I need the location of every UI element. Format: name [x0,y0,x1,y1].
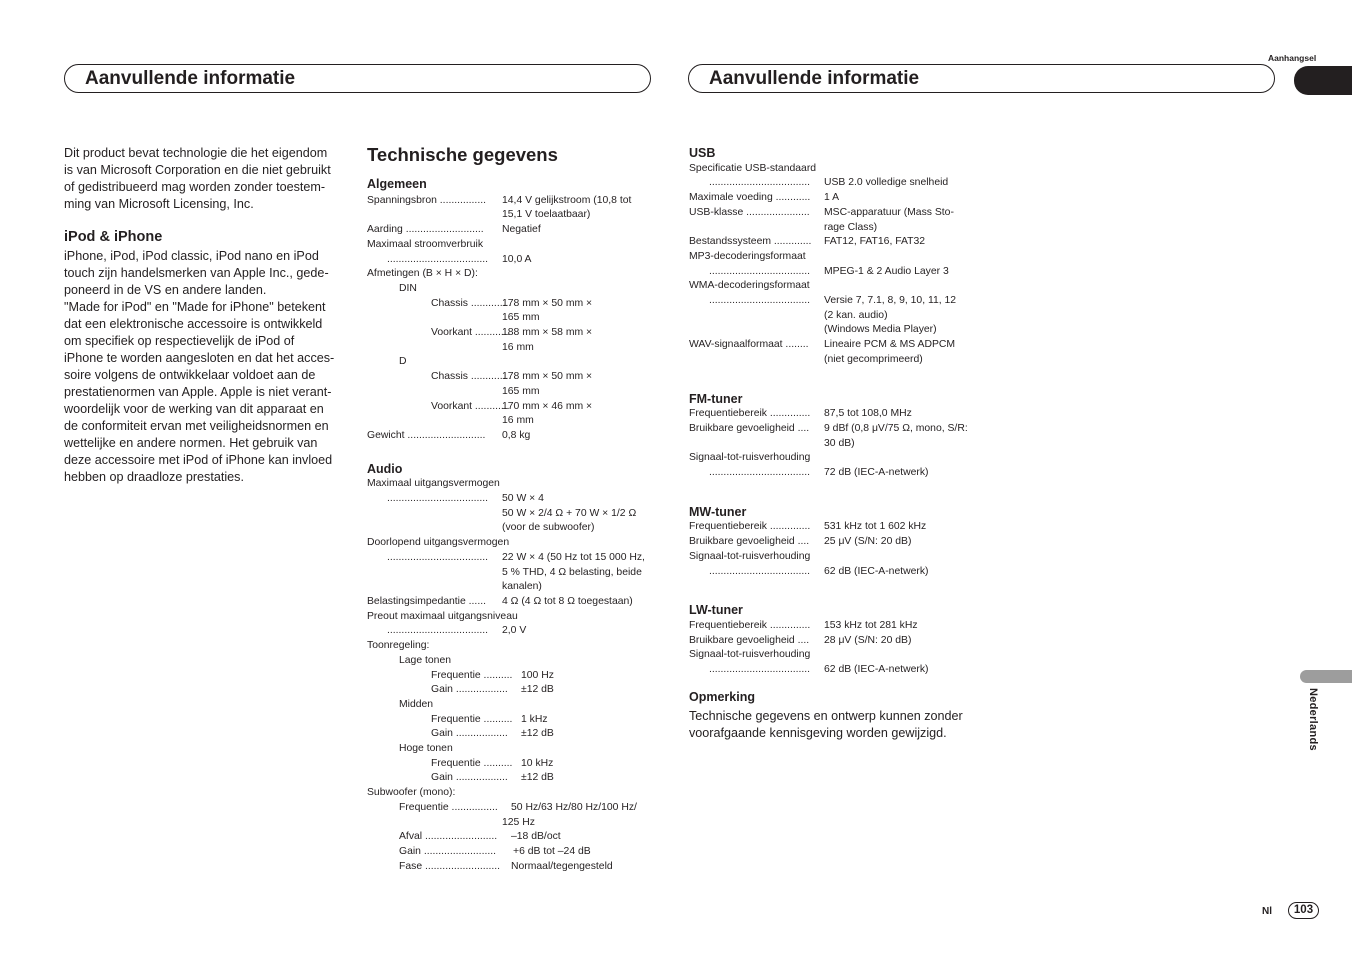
fm-heading: FM-tuner [689,391,743,406]
spec-value: 1 kHz [521,713,548,725]
tech-title: Technische gegevens [367,144,558,165]
spec-value: 22 W × 4 (50 Hz tot 15 000 Hz, [502,551,645,563]
spec-value: 5 % THD, 4 Ω belasting, beide [502,566,642,578]
spec-row-aarding [367,223,657,238]
spec-value: 170 mm × 46 mm × [502,400,593,412]
spec-value: 25 μV (S/N: 20 dB) [824,536,912,548]
section-label: Aanhangsel [1268,53,1317,63]
page-header-left-title: Aanvullende informatie [85,68,296,89]
spec-row-fs [689,235,989,250]
spec-value: 28 μV (S/N: 20 dB) [824,634,912,646]
usb-heading: USB [689,146,716,160]
spec-value: 1 A [824,192,840,204]
text-line: iPhone te worden aangesloten en dat het acces- [64,351,335,365]
spec-value: 16 mm [502,341,534,353]
footer-language: Nl [1262,906,1272,917]
spec-label: Frequentiebereik .............. [689,521,811,533]
spec-label: Frequentie .......... [431,669,513,681]
spec-label: Bruikbare gevoeligheid .... [689,422,810,434]
spec-label: DIN [399,282,417,294]
spec-row-hoge-freq [367,757,657,772]
spec-row-lage-gain [367,683,657,698]
spec-value: 178 mm × 50 mm × [502,297,593,309]
text-line: touch zijn handelsmerken van Apple Inc., gede- [64,266,329,280]
spec-row-afval [367,830,657,845]
text-line: wettelijke en andere normen. Het gebruik van [64,436,318,450]
spec-row-fase [367,860,657,875]
spec-row-klasse [689,206,989,221]
spec-value: 62 dB (IEC-A-netwerk) [824,565,929,577]
spec-row-mp3 [689,265,989,280]
spec-label: Hoge tonen [399,743,453,755]
spec-label: MP3-decoderingsformaat [689,250,806,262]
spec-row-stroom [367,253,657,268]
spec-value: FAT12, FAT16, FAT32 [824,236,926,248]
spec-label: Frequentiebereik .............. [689,619,811,631]
spec-dots: ................................... [709,565,811,577]
lw-heading: LW-tuner [689,603,743,618]
spec-row-fm-freq [689,407,989,422]
spec-label: Voorkant ............ [431,400,510,412]
spec-dots: ................................... [387,493,489,505]
spec-label: Frequentiebereik .............. [689,408,811,420]
spec-value: USB 2.0 volledige snelheid [824,177,949,189]
spec-label: Lage tonen [399,654,452,666]
spec-label: Frequentie .......... [431,757,513,769]
spec-row-fm-gev [689,422,989,437]
text-line: iPhone, iPod, iPod classic, iPod nano en iPod [64,249,319,263]
algemeen-heading: Algemeen [367,177,427,191]
spec-row-d-chassis [367,370,657,385]
spec-row-din-voorkant [367,326,657,341]
spec-label: Afmetingen (B × H × D): [367,268,478,280]
page-number-text: 103 [1293,904,1314,916]
spec-row-lage-freq [367,669,657,684]
text-line: om specifiek op respectievelijk de iPod of [64,334,295,348]
spec-column-usb-tuners [689,146,989,742]
spec-value: 0,8 kg [502,429,531,441]
spec-value: (Windows Media Player) [824,324,937,336]
mw-heading: MW-tuner [689,504,747,519]
spec-value: Negatief [502,224,541,236]
text-line: "Made for iPod" en "Made for iPhone" betekent [64,300,326,314]
spec-value: (voor de subwoofer) [502,522,595,534]
spec-label: Gain ......................... [399,845,497,857]
spec-value: 62 dB (IEC-A-netwerk) [824,664,929,676]
spec-row-impedantie [367,595,657,610]
language-label: Nederlands [1307,688,1319,751]
text-line: deze accessoire met iPod of iPhone kan invloed [64,453,333,467]
spec-row-door [367,551,657,566]
spec-value: 125 Hz [502,816,535,828]
spec-label: Toonregeling: [367,640,430,652]
spec-row-mid-gain [367,727,657,742]
text-line: poneerd in de VS en andere landen. [64,283,267,297]
spec-label: Bruikbare gevoeligheid .... [689,536,810,548]
spec-row-usb-standard [689,176,989,191]
text-line: woordelijk voor de werking van dit apparaat en [64,402,324,416]
spec-label: Maximaal stroomverbruik [367,238,484,250]
ipod-heading: iPod & iPhone [64,229,163,245]
spec-value: 72 dB (IEC-A-netwerk) [824,467,929,479]
spec-label: USB-klasse ...................... [689,206,810,218]
spec-label: WMA-decoderingsformaat [689,280,810,292]
spec-value: 15,1 V toelaatbaar) [502,209,591,221]
spec-value: MSC-apparatuur (Mass Sto- [824,206,954,218]
spec-row-d-voorkant [367,400,657,415]
spec-value: 165 mm [502,385,540,397]
spec-label: Preout maximaal uitgangsniveau [367,610,518,622]
spec-row-gewicht [367,429,657,444]
spec-dots: ................................... [709,295,811,307]
spec-label: Chassis .............. [431,297,512,309]
text-line: dat een elektronische accessoire is ontwikkeld [64,317,323,331]
spec-dots: ................................... [387,551,489,563]
spec-row-max [367,492,657,507]
spec-row-mw-sig [689,565,989,580]
opmerking-text [689,708,989,742]
spec-value: 10 kHz [521,757,554,769]
page-header-left [64,64,651,93]
spec-label: Maximaal uitgangsvermogen [367,478,500,490]
spec-label: Bruikbare gevoeligheid .... [689,634,810,646]
spec-value: (2 kan. audio) [824,309,888,321]
spec-row-sub-freq [367,801,657,816]
spec-label: Signaal-tot-ruisverhouding [689,452,811,464]
page-header-right [688,64,1275,93]
spec-value: ±12 dB [521,684,554,696]
spec-row-preout [367,624,657,639]
spec-dots: ................................... [709,664,811,676]
spec-label: Fase .......................... [399,860,501,872]
spec-row-din-chassis [367,297,657,312]
spec-value: 100 Hz [521,669,554,681]
spec-value: kanalen) [502,581,542,593]
spec-label: Signaal-tot-ruisverhouding [689,649,811,661]
spec-label: Midden [399,698,434,710]
spec-label: Signaal-tot-ruisverhouding [689,550,811,562]
spec-label: Spanningsbron ................ [367,194,486,206]
spec-label: Gain .................. [431,728,508,740]
spec-value: 4 Ω (4 Ω tot 8 Ω toegestaan) [502,595,633,607]
spec-label: Bestandssysteem ............. [689,236,812,248]
spec-value: Normaal/tegengesteld [511,860,613,872]
spec-value: 531 kHz tot 1 602 kHz [824,521,927,533]
spec-row-sub-gain [367,845,657,860]
spec-label: Frequentie ................ [399,801,498,813]
text-line: hebben op draadloze prestaties. [64,470,244,484]
spec-dots: ................................... [709,177,811,189]
spec-row-lw-gev [689,634,989,649]
spec-value: +6 dB tot –24 dB [513,845,591,857]
spec-row-hoge-gain [367,771,657,786]
text-line: prestatienormen van Apple. Apple is niet verant- [64,385,332,399]
spec-value: 50 Hz/63 Hz/80 Hz/100 Hz/ [511,801,637,813]
spec-row-spanningsbron [367,194,657,209]
spec-label: Gain .................. [431,684,508,696]
spec-value: 2,0 V [502,625,527,637]
section-tab [1294,66,1352,95]
spec-value: 50 W × 4 [502,493,544,505]
spec-dots: ................................... [387,625,489,637]
spec-value: 30 dB) [824,437,855,449]
spec-value: ±12 dB [521,728,554,740]
spec-label: WAV-signaalformaat ........ [689,339,809,351]
spec-value: MPEG-1 & 2 Audio Layer 3 [824,265,949,277]
spec-label: Doorlopend uitgangsvermogen [367,537,510,549]
spec-row-lw-sig [689,663,989,678]
spec-value: 14,4 V gelijkstroom (10,8 tot [502,194,632,206]
ipod-paragraph [64,248,354,486]
spec-dots: ................................... [387,253,489,265]
spec-value: 50 W × 2/4 Ω + 70 W × 1/2 Ω [502,507,637,519]
spec-value: Lineaire PCM & MS ADPCM [824,339,956,351]
spec-row-wma [689,294,989,309]
spec-value: 9 dBf (0,8 μV/75 Ω, mono, S/R: [824,422,968,434]
text-line: Dit product bevat technologie die het eigendom [64,146,328,160]
opmerking-heading: Opmerking [689,689,755,704]
spec-value: 16 mm [502,415,534,427]
spec-label: D [399,356,407,368]
spec-value: 165 mm [502,312,540,324]
spec-value: Versie 7, 7.1, 8, 9, 10, 11, 12 [824,295,957,307]
spec-label: Belastingsimpedantie ...... [367,595,486,607]
spec-label: Voorkant ............ [431,327,510,339]
spec-value: 178 mm × 50 mm × [502,371,593,383]
page-header-right-title: Aanvullende informatie [709,68,920,89]
spec-dots: ................................... [709,265,811,277]
spec-row-lw-freq [689,619,989,634]
spec-value: 87,5 tot 108,0 MHz [824,408,912,420]
spec-label: Frequentie .......... [431,713,513,725]
spec-label: Gewicht ........................... [367,429,486,441]
spec-row-mw-gev [689,535,989,550]
text-line: is van Microsoft Corporation en die niet gebruikt [64,163,331,177]
language-tab [1300,670,1352,683]
intro-paragraph [64,145,354,213]
spec-label: Chassis .............. [431,371,512,383]
spec-value: ±12 dB [521,772,554,784]
spec-column-general-audio [367,177,657,874]
spec-row-mid-freq [367,713,657,728]
spec-value: 153 kHz tot 281 kHz [824,619,918,631]
text-line: Technische gegevens en ontwerp kunnen zonder [689,708,963,723]
audio-heading: Audio [367,461,403,476]
spec-value: 188 mm × 58 mm × [502,327,593,339]
text-line: soire volgens de ontwikkelaar voldoet aan de [64,368,316,382]
spec-value: (niet gecomprimeerd) [824,353,923,365]
spec-label: Specificatie USB-standaard [689,162,817,174]
spec-value: –18 dB/oct [511,831,561,843]
text-line: ming van Microsoft Licensing, Inc. [64,197,254,211]
spec-row-voeding [689,191,989,206]
spec-dots: ................................... [709,467,811,479]
text-line: de conformiteit ervan met veiligheidsnormen en [64,419,329,433]
spec-label: Aarding ........................... [367,224,484,236]
spec-label: Gain .................. [431,772,508,784]
spec-row-mw-freq [689,520,989,535]
text-line: voorafgaande kennisgeving worden gewijzigd. [689,725,947,740]
spec-value: 10,0 A [502,253,532,265]
text-line: of gedistribueerd mag worden zonder toestem- [64,180,326,194]
spec-value: rage Class) [824,221,878,233]
spec-label: Subwoofer (mono): [367,787,456,799]
page-number [1288,902,1319,919]
spec-label: Maximale voeding ............ [689,192,811,204]
spec-label: Afval ......................... [399,831,498,843]
spec-row-fm-sig [689,466,989,481]
spec-row-wav [689,338,989,353]
